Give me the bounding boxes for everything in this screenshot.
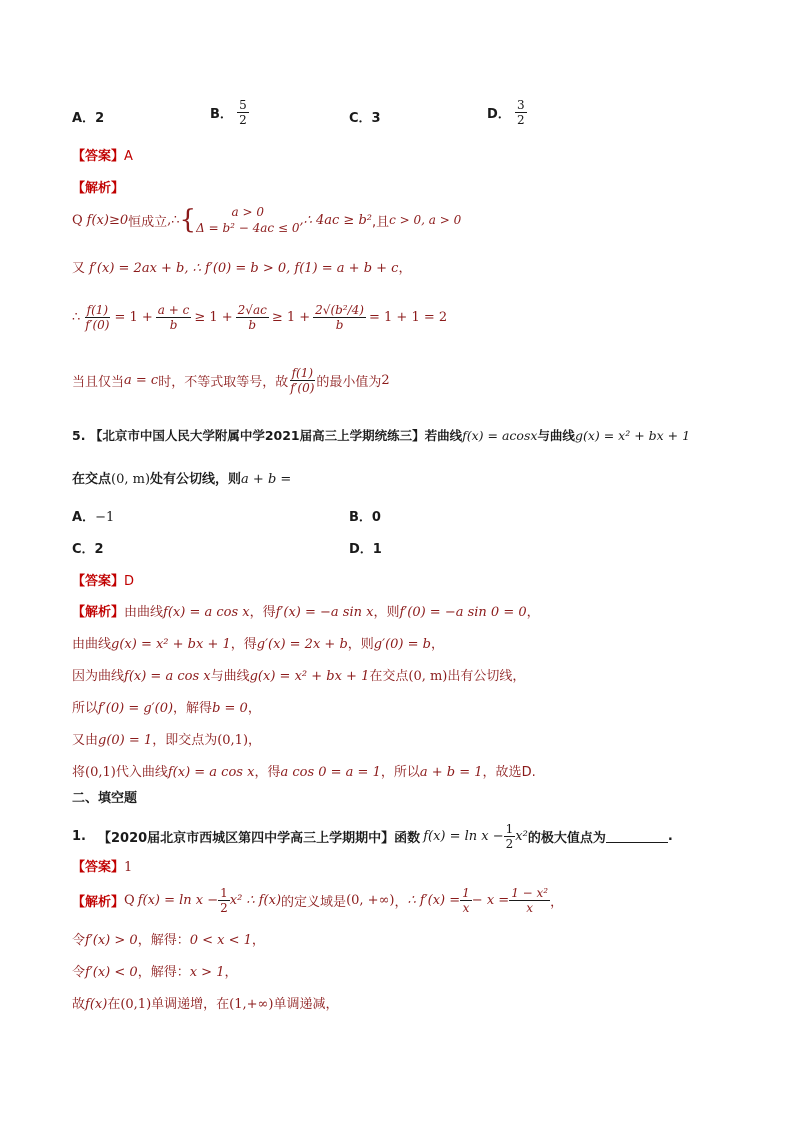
q5-stem-line1: 5. 【北京市中国人民大学附属中学2021届高三上学期统练三】若曲线f(x) = acosx与曲线g(x) = x² + bx + 1 <box>72 428 691 443</box>
inequality-system: a > 0 Δ = b² − 4ac ≤ 0 <box>196 205 300 235</box>
fraction: $\frac{2√ac}{b}$ <box>237 302 267 332</box>
fraction: $\frac{\text{1 − x²}}{x}$ <box>511 885 549 915</box>
fraction: $\frac{3}{2}$ <box>516 98 525 127</box>
q4-analysis-tag: 【解析】 <box>72 181 125 196</box>
question-source: 【北京市中国人民大学附属中学2021届高三上学期统练三】 <box>89 428 425 443</box>
fraction: $\frac{1}{x}$ <box>462 885 470 915</box>
q4-option-b <box>210 98 249 127</box>
option-label: B． <box>210 107 233 122</box>
q4-option-a <box>72 107 104 126</box>
answer-blank <box>606 830 668 843</box>
q5-option-d: D．1 <box>349 542 382 557</box>
fill1-analysis-line1: 【解析】 Q f(x) = ln x − $\frac{1}{2}$ x² ∴ f(x) 的定义域是 (0, +∞) ， ∴ f′(x) = $\frac{1}{x}$ − x = $\frac{\text{1 − x²}}{x}$ ， <box>72 885 564 915</box>
fill1-analysis-line4: 故f(x)在(0,1)单调递增，在(1,+∞)单调递减， <box>72 997 339 1012</box>
fill1-stem: 1. 【2020届北京市西城区第四中学高三上学期期中】 函数 f(x) = ln x − $\frac{1}{2}$ x² 的极大值点为 . <box>72 821 673 851</box>
fill1-analysis-line3: 令f′(x) < 0，解得：x > 1， <box>72 965 238 980</box>
q5-option-a: A．−1 <box>72 510 115 525</box>
fraction: $\frac{1}{2}$ <box>220 885 228 915</box>
q5-analysis-line1: 【解析】由曲线f(x) = a cos x，得f′(x) = −a sin x，则f′(0) = −a sin 0 = 0， <box>72 605 540 620</box>
answer-value: A <box>124 149 133 164</box>
q4-option-d <box>487 98 527 127</box>
q5-option-c: C．2 <box>72 542 104 557</box>
fill1-analysis-line2: 令f′(x) > 0，解得：0 < x < 1， <box>72 933 265 948</box>
option-value: 3 <box>371 111 381 126</box>
option-value: 2 <box>95 111 105 126</box>
q5-stem-line2: 在交点(0, m)处有公切线，则a + b = <box>72 472 292 487</box>
fill1-answer: 【答案】1 <box>72 860 133 875</box>
option-label: A． <box>72 111 96 126</box>
q5-analysis-line5: 又由g(0) = 1，即交点为(0,1)， <box>72 733 262 748</box>
q4-analysis-line4: 当且仅当 a = c 时，不等式取等号，故 $\frac{f(1)}{f'(0)}$ 的最小值为 2 <box>72 365 390 395</box>
answer-value: D <box>124 574 135 589</box>
fraction: $\frac{1}{2}$ <box>505 821 514 851</box>
q5-analysis-line3: 因为曲线f(x) = a cos x与曲线g(x) = x² + bx + 1在交点(0, m)出有公切线， <box>72 669 526 684</box>
question-source: 【2020届北京市西城区第四中学高三上学期期中】 <box>97 830 395 846</box>
q4-analysis-line1: Q f(x)≥0 恒成立 ,∴ { a > 0 Δ = b² − 4ac ≤ 0 ,∴ 4ac ≥ b² ,且 c > 0, a > 0 <box>72 205 462 235</box>
brace: { <box>179 205 197 235</box>
fraction: $\frac{f(1)}{f'(0)}$ <box>290 365 315 395</box>
fraction: $\frac{5}{2}$ <box>239 98 247 127</box>
q5-analysis-line2: 由曲线g(x) = x² + bx + 1，得g′(x) = 2x + b，则g′(0) = b， <box>72 637 444 652</box>
option-label: C． <box>349 111 372 126</box>
fraction: $\frac{f(1)}{f'(0)}$ <box>85 302 110 332</box>
option-label: D． <box>487 107 511 122</box>
q5-analysis-line4: 所以f′(0) = g′(0)，解得b = 0， <box>72 701 261 716</box>
q4-analysis-line2: 又 f′(x) = 2ax + b, ∴ f′(0) = b > 0, f(1) = a + b + c， <box>72 261 412 276</box>
q4-option-c <box>349 107 381 126</box>
question-number: 1. <box>72 828 86 844</box>
q5-answer: 【答案】D <box>72 574 135 589</box>
question-number: 5. <box>72 428 86 443</box>
q5-analysis-line6: 将(0,1)代入曲线f(x) = a cos x，得a cos 0 = a = 1，所以a + b = 1，故选D. <box>72 765 536 780</box>
q5-option-b: B．0 <box>349 510 381 525</box>
section-title: 二、填空题 <box>72 791 138 806</box>
fraction: $\frac{\text{2√(b²/4)}}{b}$ <box>315 302 364 332</box>
answer-value: 1 <box>124 860 133 875</box>
fraction: $\frac{a + c}{b}$ <box>157 302 190 332</box>
q4-analysis-line3: ∴ $\frac{f(1)}{f'(0)}$ = 1 + $\frac{a + c}{b}$ ≥ 1 + $\frac{2√ac}{b}$ ≥ 1 + $\frac{\text{2√(b²/4)}}{b}$ = 1 + 1 = 2 <box>72 302 448 332</box>
q4-answer: 【答案】A <box>72 149 133 164</box>
